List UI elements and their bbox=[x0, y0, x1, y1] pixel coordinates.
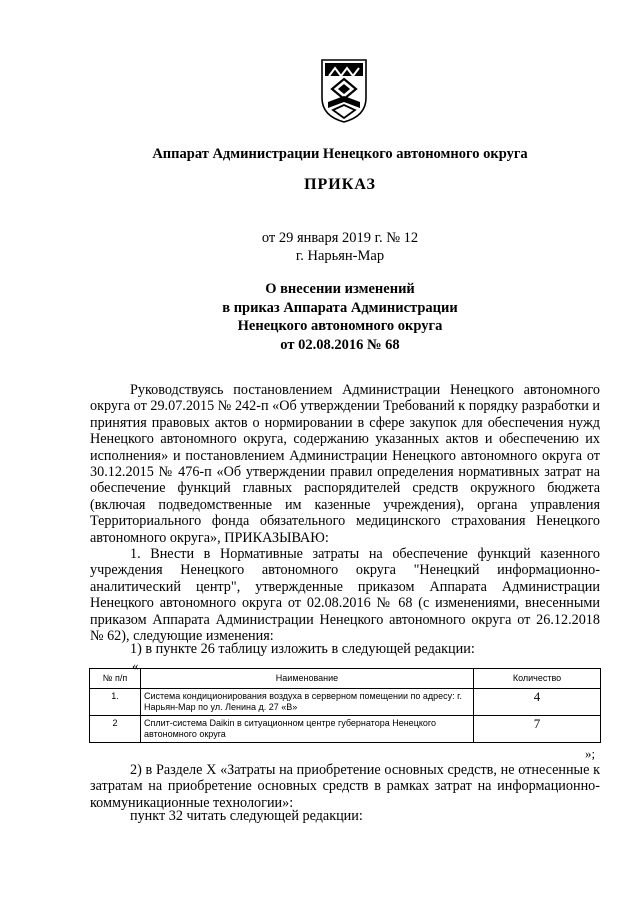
subject-line: в приказ Аппарата Администрации bbox=[222, 299, 458, 316]
document-subject bbox=[60, 280, 620, 354]
row-quantity: 4 bbox=[474, 689, 601, 716]
subject-line: О внесении изменений bbox=[265, 281, 415, 297]
equipment-table bbox=[89, 668, 601, 743]
document-type: ПРИКАЗ bbox=[304, 176, 376, 193]
table-row bbox=[90, 716, 601, 743]
subitem-2-paragraph: 2) в Разделе X «Затраты на приобретение основных средств, не отнесенные к затратам на приобретение основных средств в рамках затрат на информационно-коммуникационные технологии»: bbox=[90, 762, 600, 811]
document-date-number: от 29 января 2019 г. № 12 bbox=[261, 230, 419, 246]
subject-line: от 02.08.2016 № 68 bbox=[280, 336, 400, 353]
quote-close: »; bbox=[585, 746, 596, 761]
subject-line: Ненецкого автономного округа bbox=[237, 318, 443, 334]
organization-name: Аппарат Администрации Ненецкого автономного округа bbox=[152, 146, 528, 162]
row-name: Система кондиционирования воздуха в серверном помещении по адресу: г. Нарьян-Мар по ул. Ленина д. 27 «В» bbox=[141, 689, 474, 716]
quote-open: « bbox=[132, 658, 139, 673]
row-number: 1. bbox=[90, 689, 141, 716]
col-header-number: № п/п bbox=[90, 669, 141, 689]
document-city: г. Нарьян-Мар bbox=[295, 248, 385, 264]
item-1-paragraph: 1. Внести в Нормативные затраты на обеспечение функций казенного учреждения Ненецкого автономного округа "Ненецкий информационно-аналитический центр", утвержденные приказом Аппарата Администрации Ненецкого автономного округа от 02.08.2016 № 68 (с изменениями, внесенными приказом Аппарата Администрации Ненецкого автономного округа от 26.12.2018 № 62), следующие изменения: bbox=[90, 546, 600, 645]
col-header-name: Наименование bbox=[141, 669, 474, 689]
subitem-1-text: 1) в пункте 26 таблицу изложить в следующей редакции: bbox=[130, 641, 475, 657]
coat-of-arms-emblem bbox=[319, 58, 369, 124]
col-header-quantity: Количество bbox=[474, 669, 601, 689]
point-32-text: пункт 32 читать следующей редакции: bbox=[130, 808, 363, 824]
row-name: Сплит-система Daikin в ситуационном центре губернатора Ненецкого автономного округа bbox=[141, 716, 474, 743]
row-number: 2 bbox=[90, 716, 141, 743]
table-row bbox=[90, 689, 601, 716]
preamble-paragraph: Руководствуясь постановлением Администрации Ненецкого автономного округа от 29.07.2015 № 242-п «Об утверждении Требований к порядку разработки и принятия правовых актов о нормировании в сфере закупок для обеспечения нужд Ненецкого автономного округа, содержанию указанных актов и обеспечению их исполнения» и постановлением Администрации Ненецкого автономного округа от 30.12.2015 № 476-п «Об утверждении правил определения нормативных затрат на обеспечение функций главных распорядителей средств окружного бюджета (включая подведомственные им казенные учреждения), органа управления Территориального фонда обязательного медицинского страхования Ненецкого автономного округа», ПРИКАЗЫВАЮ: bbox=[90, 382, 600, 546]
table-header-row bbox=[90, 669, 601, 689]
row-quantity: 7 bbox=[474, 716, 601, 743]
